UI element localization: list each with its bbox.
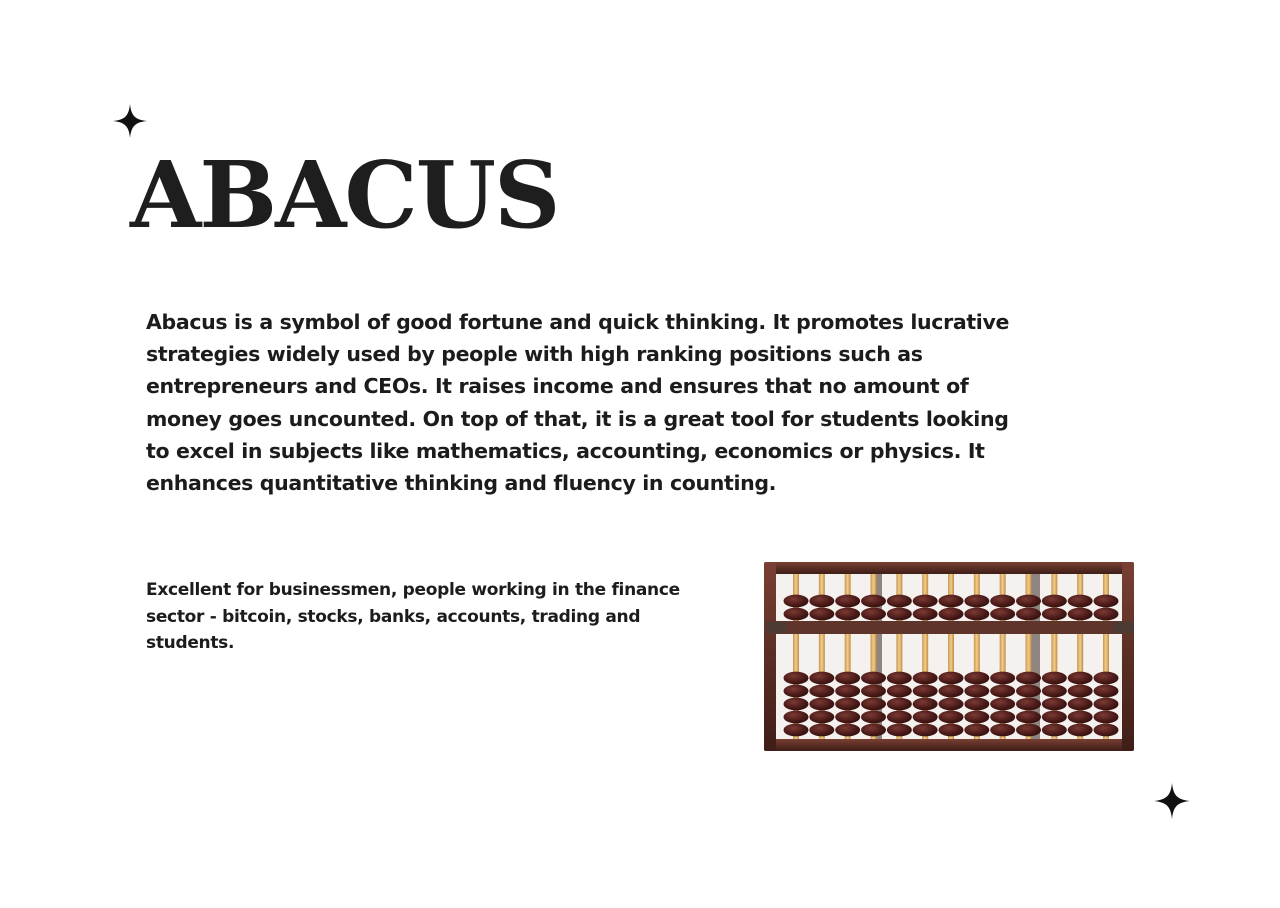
abacus-bead [964, 608, 989, 621]
abacus-bead [784, 685, 809, 698]
abacus-bead [1094, 685, 1119, 698]
abacus-bead [887, 608, 912, 621]
abacus-bead [1068, 595, 1093, 608]
abacus-bead [887, 698, 912, 711]
abacus-bead [1042, 608, 1067, 621]
abacus-bead [1016, 595, 1041, 608]
abacus-bead [990, 711, 1015, 724]
abacus-bead [861, 698, 886, 711]
abacus-bead [964, 724, 989, 737]
abacus-bead [1068, 698, 1093, 711]
abacus-bead [784, 608, 809, 621]
abacus-bead [1016, 608, 1041, 621]
abacus-bead [1068, 724, 1093, 737]
abacus-bead [964, 711, 989, 724]
abacus-bead [939, 608, 964, 621]
abacus-bead [990, 672, 1015, 685]
abacus-bead [861, 672, 886, 685]
abacus-bead [1042, 698, 1067, 711]
abacus-bead [784, 672, 809, 685]
abacus-bead [939, 698, 964, 711]
abacus-bead [939, 711, 964, 724]
abacus-bead [939, 672, 964, 685]
abacus-bead [913, 724, 938, 737]
abacus-bead [1094, 595, 1119, 608]
abacus-bead [913, 711, 938, 724]
abacus-bead [809, 672, 834, 685]
abacus-bead [964, 672, 989, 685]
abacus-bead [1042, 685, 1067, 698]
abacus-bead [835, 672, 860, 685]
abacus-bead [861, 685, 886, 698]
abacus-bead [913, 595, 938, 608]
abacus-bead [1068, 672, 1093, 685]
abacus-bead [809, 724, 834, 737]
abacus-bead [784, 711, 809, 724]
abacus-bead [1094, 608, 1119, 621]
abacus-bead [913, 698, 938, 711]
sparkle-icon [113, 104, 147, 138]
abacus-bead [887, 711, 912, 724]
abacus-bead [887, 595, 912, 608]
abacus-bead [913, 685, 938, 698]
abacus-bead [1068, 711, 1093, 724]
abacus-bead [990, 685, 1015, 698]
abacus-bead [1042, 595, 1067, 608]
abacus-bead [1094, 724, 1119, 737]
abacus-bead [964, 698, 989, 711]
abacus-bead [1094, 711, 1119, 724]
sparkle-icon [1154, 783, 1190, 819]
abacus-image [762, 560, 1136, 753]
page-title: ABACUS [130, 141, 559, 249]
abacus-bead [1016, 711, 1041, 724]
abacus-bead [835, 724, 860, 737]
abacus-bead [784, 595, 809, 608]
abacus-bead [809, 698, 834, 711]
abacus-bead [835, 711, 860, 724]
abacus-bead [990, 724, 1015, 737]
abacus-bead [1068, 685, 1093, 698]
abacus-bead [835, 595, 860, 608]
abacus-bead [1016, 724, 1041, 737]
abacus-bead [1068, 608, 1093, 621]
abacus-bead [809, 608, 834, 621]
abacus-bead [784, 698, 809, 711]
abacus-bead [809, 595, 834, 608]
abacus-bead [1016, 672, 1041, 685]
abacus-bead [809, 711, 834, 724]
abacus-bead [964, 685, 989, 698]
abacus-bead [1094, 698, 1119, 711]
abacus-bead [1016, 698, 1041, 711]
abacus-bead [939, 724, 964, 737]
body-paragraph: Abacus is a symbol of good fortune and quick thinking. It promotes lucrative strategies widely used by people with high ranking positions such as entrepreneurs and CEOs. It raises income and ensures that no amount of money goes uncounted. On top of that, it is a great tool for students looking to excel in subjects like mathematics, accounting, economics or physics. It enhances quantitative thinking and fluency in counting. [146, 310, 1010, 496]
abacus-bead [861, 608, 886, 621]
abacus-bead [861, 595, 886, 608]
abacus-bead [809, 685, 834, 698]
abacus-bead [784, 724, 809, 737]
abacus-bead [835, 608, 860, 621]
abacus-bead [939, 595, 964, 608]
abacus-bead [990, 595, 1015, 608]
abacus-bead [1016, 685, 1041, 698]
abacus-bead [964, 595, 989, 608]
abacus-bead [939, 685, 964, 698]
abacus-bead [1042, 724, 1067, 737]
abacus-bead [990, 698, 1015, 711]
abacus-bead [835, 698, 860, 711]
abacus-bead [1042, 672, 1067, 685]
abacus-bead [861, 724, 886, 737]
abacus-bead [1094, 672, 1119, 685]
abacus-bead [887, 685, 912, 698]
abacus-bead [835, 685, 860, 698]
abacus-bead [913, 608, 938, 621]
abacus-bead [990, 608, 1015, 621]
abacus-bead [861, 711, 886, 724]
abacus-bead [887, 672, 912, 685]
abacus-bead [887, 724, 912, 737]
audience-paragraph: Excellent for businessmen, people working in the finance sector - bitcoin, stocks, banks, accounts, trading and students. [146, 580, 680, 653]
abacus-bead [1042, 711, 1067, 724]
abacus-bead [913, 672, 938, 685]
